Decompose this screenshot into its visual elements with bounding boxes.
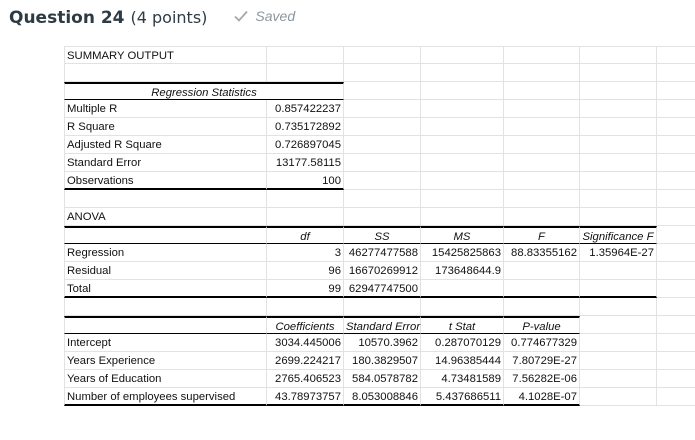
cell bbox=[580, 388, 657, 406]
coef-cell: 43.78973757 bbox=[267, 388, 344, 406]
cell bbox=[267, 46, 344, 64]
cell bbox=[344, 136, 421, 154]
cell bbox=[267, 298, 344, 316]
coef-cell: 5.437686511 bbox=[421, 388, 504, 406]
coef-cell: 2765.406523 bbox=[267, 370, 344, 388]
cell bbox=[504, 208, 580, 226]
cell bbox=[657, 46, 695, 64]
coef-cell: 4.1028E-07 bbox=[504, 388, 580, 406]
cell bbox=[580, 316, 657, 334]
cell bbox=[657, 100, 695, 118]
cell bbox=[580, 154, 657, 172]
cell bbox=[421, 154, 504, 172]
cell bbox=[344, 154, 421, 172]
anova-cell: 46277477588 bbox=[344, 244, 421, 262]
cell bbox=[421, 172, 504, 190]
cell bbox=[580, 118, 657, 136]
anova-title: ANOVA bbox=[64, 208, 267, 226]
coef-cell: 14.96385444 bbox=[421, 352, 504, 370]
cell bbox=[657, 82, 695, 100]
cell bbox=[504, 46, 580, 64]
cell bbox=[657, 334, 695, 352]
anova-cell bbox=[504, 262, 580, 280]
cell bbox=[657, 262, 695, 280]
reg-stat-value: 0.735172892 bbox=[267, 118, 344, 136]
anova-cell bbox=[580, 280, 657, 298]
cell bbox=[344, 46, 421, 64]
cell bbox=[580, 136, 657, 154]
cell bbox=[580, 352, 657, 370]
coef-cell: 7.56282E-06 bbox=[504, 370, 580, 388]
cell bbox=[64, 316, 267, 334]
reg-stats-header: Regression Statistics bbox=[64, 82, 344, 100]
cell bbox=[657, 388, 695, 406]
cell bbox=[504, 136, 580, 154]
cell bbox=[657, 208, 695, 226]
cell bbox=[344, 82, 421, 100]
cell bbox=[657, 118, 695, 136]
cell bbox=[421, 190, 504, 208]
cell bbox=[657, 136, 695, 154]
reg-stat-value: 13177.58115 bbox=[267, 154, 344, 172]
coef-cell: 3034.445006 bbox=[267, 334, 344, 352]
anova-cell: 15425825863 bbox=[421, 244, 504, 262]
reg-stat-label: R Square bbox=[64, 118, 267, 136]
anova-cell bbox=[504, 280, 580, 298]
anova-cell: 88.83355162 bbox=[504, 244, 580, 262]
cell bbox=[64, 190, 267, 208]
anova-cell: 173648644.9 bbox=[421, 262, 504, 280]
cell bbox=[657, 226, 695, 244]
cell bbox=[344, 64, 421, 82]
cell bbox=[344, 190, 421, 208]
cell bbox=[344, 208, 421, 226]
regression-output-sheet bbox=[64, 46, 695, 406]
cell bbox=[580, 334, 657, 352]
cell bbox=[421, 64, 504, 82]
coef-cell: 0.287070129 bbox=[421, 334, 504, 352]
cell bbox=[421, 298, 504, 316]
anova-header: Significance F bbox=[580, 226, 657, 244]
reg-stat-label: Multiple R bbox=[64, 100, 267, 118]
coef-cell: 4.73481589 bbox=[421, 370, 504, 388]
coef-cell: 0.774677329 bbox=[504, 334, 580, 352]
coef-row-label: Years Experience bbox=[64, 352, 267, 370]
cell bbox=[64, 64, 267, 82]
cell bbox=[504, 100, 580, 118]
check-icon bbox=[233, 9, 249, 23]
anova-cell bbox=[580, 262, 657, 280]
cell bbox=[64, 226, 267, 244]
cell bbox=[657, 154, 695, 172]
anova-cell: 1.35964E-27 bbox=[580, 244, 657, 262]
cell bbox=[657, 316, 695, 334]
cell bbox=[421, 118, 504, 136]
cell bbox=[344, 172, 421, 190]
reg-stat-label: Adjusted R Square bbox=[64, 136, 267, 154]
question-points: (4 points) bbox=[130, 8, 208, 27]
coef-cell: 8.053008846 bbox=[344, 388, 421, 406]
cell bbox=[421, 208, 504, 226]
cell bbox=[504, 172, 580, 190]
cell bbox=[64, 298, 267, 316]
anova-cell: 99 bbox=[267, 280, 344, 298]
cell bbox=[344, 118, 421, 136]
cell bbox=[657, 190, 695, 208]
cell bbox=[504, 118, 580, 136]
cell bbox=[504, 298, 580, 316]
anova-cell: 62947747500 bbox=[344, 280, 421, 298]
reg-stat-value: 0.857422237 bbox=[267, 100, 344, 118]
summary-title: SUMMARY OUTPUT bbox=[64, 46, 267, 64]
anova-cell bbox=[421, 280, 504, 298]
question-title: Question 24 bbox=[9, 8, 125, 28]
cell bbox=[504, 190, 580, 208]
cell bbox=[267, 208, 344, 226]
reg-stat-label: Standard Error bbox=[64, 154, 267, 172]
coef-header: Standard Error bbox=[344, 316, 421, 334]
cell bbox=[657, 280, 695, 298]
anova-row-label: Residual bbox=[64, 262, 267, 280]
cell bbox=[580, 82, 657, 100]
anova-row-label: Regression bbox=[64, 244, 267, 262]
coef-cell: 180.3829507 bbox=[344, 352, 421, 370]
coef-header: t Stat bbox=[421, 316, 504, 334]
cell bbox=[580, 370, 657, 388]
cell bbox=[657, 352, 695, 370]
cell bbox=[421, 46, 504, 64]
anova-cell: 16670269912 bbox=[344, 262, 421, 280]
cell bbox=[580, 298, 657, 316]
anova-cell: 96 bbox=[267, 262, 344, 280]
cell bbox=[657, 244, 695, 262]
cell bbox=[421, 136, 504, 154]
saved-status bbox=[233, 8, 295, 24]
anova-header: MS bbox=[421, 226, 504, 244]
cell bbox=[580, 46, 657, 64]
cell bbox=[580, 100, 657, 118]
cell bbox=[657, 298, 695, 316]
anova-header: df bbox=[267, 226, 344, 244]
cell bbox=[504, 64, 580, 82]
coef-cell: 2699.224217 bbox=[267, 352, 344, 370]
coef-cell: 10570.3962 bbox=[344, 334, 421, 352]
cell bbox=[504, 82, 580, 100]
cell bbox=[267, 64, 344, 82]
coef-cell: 584.0578782 bbox=[344, 370, 421, 388]
coef-row-label: Years of Education bbox=[64, 370, 267, 388]
coef-row-label: Intercept bbox=[64, 334, 267, 352]
cell bbox=[267, 190, 344, 208]
anova-header: F bbox=[504, 226, 580, 244]
cell bbox=[580, 208, 657, 226]
coef-cell: 7.80729E-27 bbox=[504, 352, 580, 370]
anova-cell: 3 bbox=[267, 244, 344, 262]
reg-stat-label: Observations bbox=[64, 172, 267, 190]
cell bbox=[344, 298, 421, 316]
cell bbox=[580, 172, 657, 190]
cell bbox=[657, 172, 695, 190]
anova-header: SS bbox=[344, 226, 421, 244]
reg-stat-value: 100 bbox=[267, 172, 344, 190]
coef-row-label: Number of employees supervised bbox=[64, 388, 267, 406]
cell bbox=[421, 82, 504, 100]
cell bbox=[504, 154, 580, 172]
cell bbox=[657, 64, 695, 82]
cell bbox=[344, 100, 421, 118]
anova-row-label: Total bbox=[64, 280, 267, 298]
coef-header: Coefficients bbox=[267, 316, 344, 334]
coef-header: P-value bbox=[504, 316, 580, 334]
cell bbox=[421, 100, 504, 118]
saved-label: Saved bbox=[255, 8, 296, 24]
cell bbox=[580, 190, 657, 208]
question-header bbox=[9, 8, 295, 36]
reg-stat-value: 0.726897045 bbox=[267, 136, 344, 154]
cell bbox=[580, 64, 657, 82]
cell bbox=[657, 370, 695, 388]
